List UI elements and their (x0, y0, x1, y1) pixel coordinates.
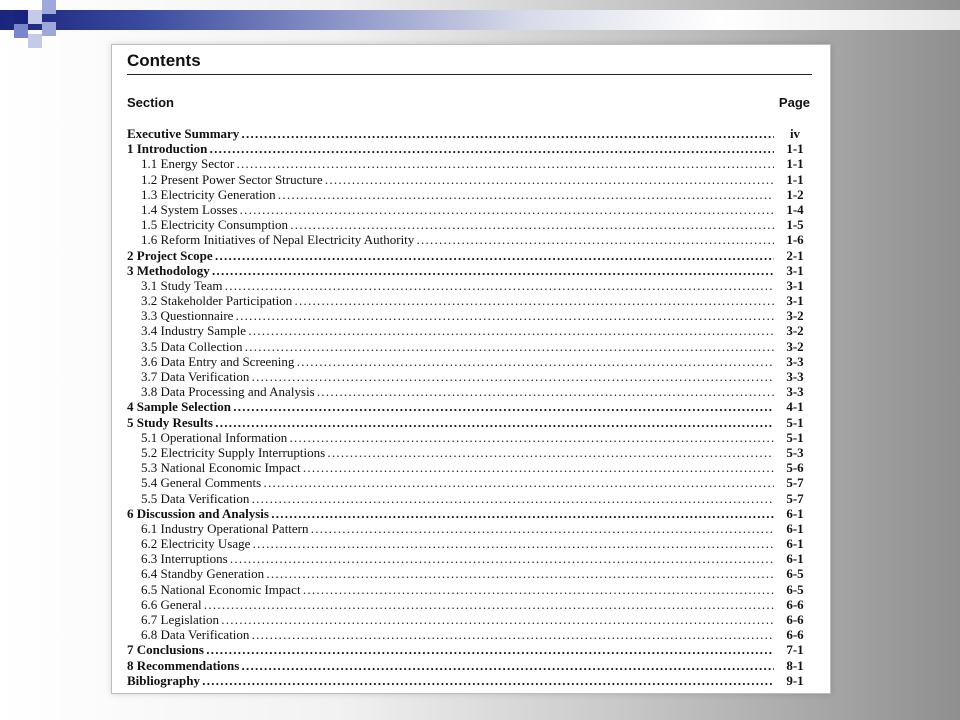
toc-entry-label: 2 Project Scope . . . (127, 248, 774, 263)
toc-entry-label: 6.7 Legislation . . . (127, 612, 774, 627)
toc-entry-page: 3-2 (786, 308, 804, 324)
toc-entry (127, 232, 810, 247)
toc-entry-page: 9-1 (786, 672, 804, 688)
toc-entry-page: 5-6 (786, 460, 804, 476)
toc-entry-page: 1-5 (786, 217, 804, 233)
toc-entry-label: 5.3 National Economic Impact . . . (127, 460, 774, 475)
toc-entry-label: 3.8 Data Processing and Analysis . . . (127, 384, 774, 399)
toc-entry-page: 6-1 (786, 520, 804, 536)
toc-entry-page: 3-1 (786, 293, 804, 309)
contents-title: Contents (127, 51, 201, 70)
toc-entry (127, 369, 810, 384)
toc-entry-page: 5-7 (786, 490, 804, 506)
toc-entry-label: 1.4 System Losses . . . (127, 202, 774, 217)
toc-entry-label: 1.5 Electricity Consumption . . . (127, 217, 774, 232)
toc-entry-label: 6.6 General . . . (127, 597, 774, 612)
toc-entry-label: 6.5 National Economic Impact . . . (127, 582, 774, 597)
toc-entry-page: 3-3 (786, 353, 804, 369)
toc-entry-page: 3-3 (786, 384, 804, 400)
toc-entry-page: 5-3 (786, 444, 804, 460)
toc-entry-page: 3-1 (786, 262, 804, 278)
toc-entry-label: 5.2 Electricity Supply Interruptions . . . (127, 445, 774, 460)
toc-entry-label: 6.2 Electricity Usage . . . (127, 536, 774, 551)
toc-entry (127, 491, 810, 506)
corner-square-light (28, 10, 42, 24)
toc-entry (127, 217, 810, 232)
toc-entry-label: 5.5 Data Verification . . . (127, 491, 774, 506)
toc-entry (127, 521, 810, 536)
toc-entry-label: 1.6 Reform Initiatives of Nepal Electricity Authority . . . (127, 232, 774, 247)
toc-entry-label: 3 Methodology . . . (127, 263, 774, 278)
section-column-header: Section (127, 95, 174, 110)
toc-entry (127, 475, 810, 490)
toc-entry (127, 323, 810, 338)
toc-entry-label: 5.1 Operational Information . . . (127, 430, 774, 445)
toc-entry-page: 6-1 (786, 551, 804, 567)
toc-entry-label: 8 Recommendations . . . (127, 658, 774, 673)
toc-entry-page: 1-1 (786, 141, 804, 157)
toc-entry-page: 6-6 (786, 612, 804, 627)
toc-entry (127, 566, 810, 581)
toc-entry-label: 3.2 Stakeholder Participation . . . (127, 293, 774, 308)
toc-entry-label: 3.6 Data Entry and Screening . . . (127, 354, 774, 369)
toc-entry-page: 6-6 (786, 596, 804, 612)
toc-entry (127, 658, 810, 673)
toc-entry-label: 3.4 Industry Sample . . . (127, 323, 774, 338)
toc-entry (127, 506, 810, 521)
toc-entry (127, 430, 810, 445)
toc-entry-label: 1.1 Energy Sector . . . (127, 156, 774, 171)
toc-entry-page: 7-1 (786, 642, 804, 658)
toc-entry (127, 445, 810, 460)
toc-entry (127, 612, 810, 627)
toc-entry-label: Executive Summary . . . (127, 126, 774, 141)
toc-entry-page: 6-5 (786, 566, 804, 582)
toc-entry (127, 551, 810, 566)
toc-entry-page: 6-1 (786, 536, 804, 552)
toc-entry-label: 3.7 Data Verification . . . (127, 369, 774, 384)
toc-entry-page: iv (789, 126, 801, 141)
toc-entry (127, 642, 810, 657)
toc-entry-page: 3-2 (786, 338, 804, 354)
toc-entry-page: 3-3 (786, 369, 804, 384)
page-column-header: Page (778, 95, 810, 110)
corner-square-mid (42, 0, 56, 14)
toc-entry-label: 1 Introduction . . . (127, 141, 774, 156)
toc-entry (127, 126, 810, 141)
toc-entry (127, 202, 810, 217)
toc-entry (127, 582, 810, 597)
toc-entry (127, 399, 810, 414)
toc-entry-label: 5 Study Results . . . (127, 415, 774, 430)
toc-entry-page: 5-1 (786, 429, 804, 445)
toc-entry (127, 263, 810, 278)
toc-entry-label: 6.8 Data Verification . . . (127, 627, 774, 642)
toc-entry-page: 3-2 (786, 323, 804, 339)
toc-entry-label: 6.3 Interruptions . . . (127, 551, 774, 566)
toc-entry-page: 5-7 (786, 475, 804, 491)
corner-square-mid (42, 22, 56, 36)
toc-entry (127, 460, 810, 475)
table-of-contents (127, 126, 810, 688)
toc-entry-page: 1-1 (786, 156, 804, 172)
toc-entry-page: 5-1 (786, 414, 804, 430)
corner-square-mid (14, 24, 28, 38)
toc-entry (127, 308, 810, 323)
toc-entry-label: 1.2 Present Power Sector Structure . . . (127, 172, 774, 187)
toc-entry-label: 6 Discussion and Analysis . . . (127, 506, 774, 521)
toc-entry-page: 1-4 (786, 201, 804, 217)
toc-entry-page: 1-2 (786, 186, 804, 202)
slide-top-bar (0, 10, 960, 30)
toc-entry (127, 278, 810, 293)
toc-entry-page: 1-6 (786, 232, 804, 248)
toc-entry-label: 7 Conclusions . . . (127, 642, 774, 657)
toc-entry (127, 536, 810, 551)
toc-entry-page: 8-1 (786, 657, 804, 673)
toc-entry-page: 3-1 (786, 277, 804, 293)
toc-entry-label: 3.5 Data Collection . . . (127, 339, 774, 354)
toc-entry (127, 597, 810, 612)
toc-entry-page: 2-1 (786, 247, 804, 263)
toc-entry-page: 1-1 (786, 171, 804, 187)
toc-entry (127, 673, 810, 688)
toc-entry (127, 156, 810, 171)
toc-entry-page: 4-1 (786, 399, 804, 415)
toc-entry (127, 187, 810, 202)
toc-entry-label: 4 Sample Selection . . . (127, 399, 774, 414)
toc-entry (127, 627, 810, 642)
toc-entry-label: 6.4 Standby Generation . . . (127, 566, 774, 581)
document-page (111, 44, 831, 694)
toc-entry (127, 172, 810, 187)
toc-entry-page: 6-5 (786, 581, 804, 597)
toc-entry-page: 6-1 (786, 505, 804, 521)
toc-entry-label: 1.3 Electricity Generation . . . (127, 187, 774, 202)
toc-entry-label: 6.1 Industry Operational Pattern . . . (127, 521, 774, 536)
toc-entry-label: Bibliography . . . (127, 673, 774, 688)
toc-entry (127, 354, 810, 369)
toc-entry (127, 384, 810, 399)
toc-entry-label: 3.3 Questionnaire . . . (127, 308, 774, 323)
title-rule (127, 74, 812, 75)
toc-entry (127, 248, 810, 263)
toc-entry (127, 415, 810, 430)
toc-entry (127, 293, 810, 308)
toc-entry (127, 141, 810, 156)
corner-square-light (28, 34, 42, 48)
corner-square-dark (14, 10, 28, 24)
toc-entry-label: 5.4 General Comments . . . (127, 475, 774, 490)
toc-entry-page: 6-6 (786, 627, 804, 643)
toc-entry (127, 339, 810, 354)
toc-entry-label: 3.1 Study Team . . . (127, 278, 774, 293)
